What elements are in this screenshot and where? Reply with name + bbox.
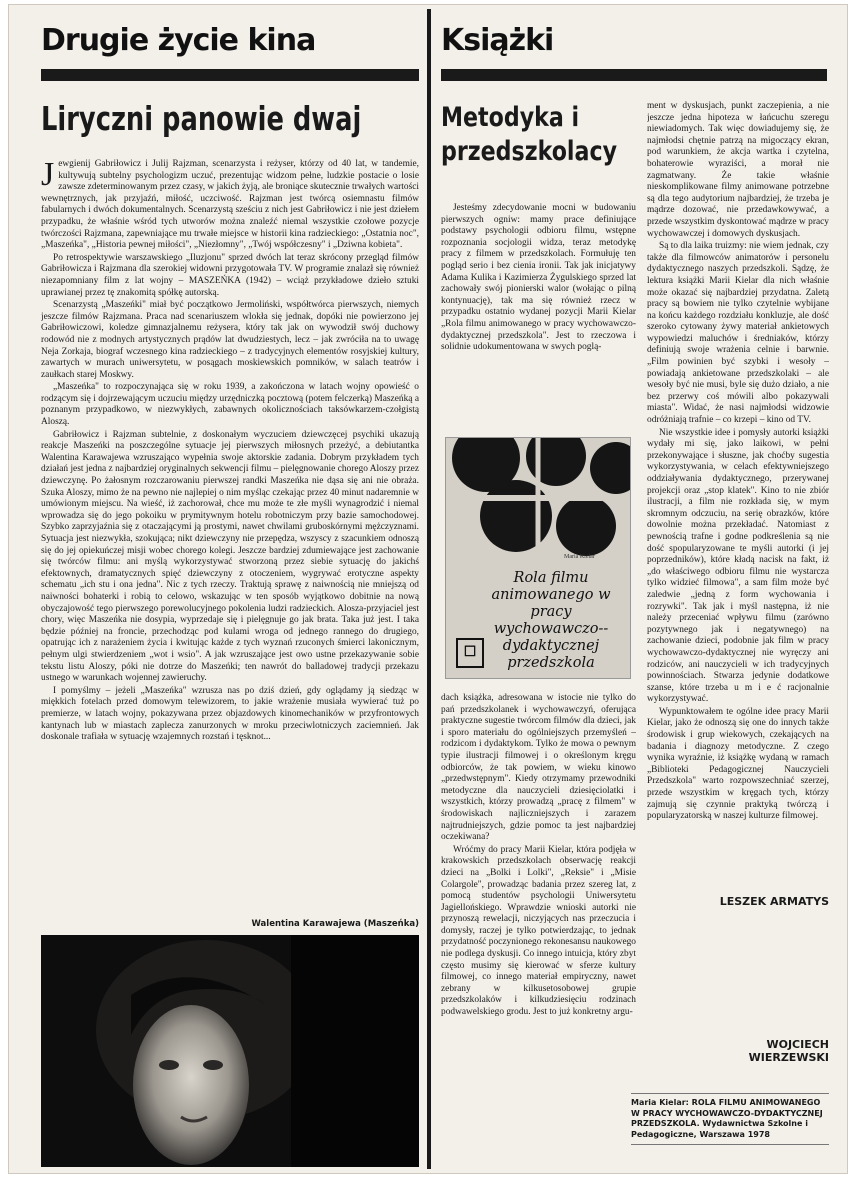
author-byline-right xyxy=(647,1038,829,1064)
paragraph: Jesteśmy zdecydowanie mocni w budowaniu pierwszych ogniw: mamy prace definiujące podstawy psychologii odbioru filmu, wstępne rozpoznania socjologii widza, teraz metodykę pracy z filmem w przedszkolach. Formułuję ten pogląd serio i bez cienia ironii. Tak jak inicjatywy Adama Kulika i Kazimierza Żygulskiego sprzed lat zachowały swój pionierski walor (wołając o pilną kontynuację), tak ma się również rzecz w przypadku ostatnio wydanej pozycji Marii Kielar „Rola filmu animowanego w pracy wychowawczo-dydaktycznej przedszkola". Jest to rzeczowa i solidnie udokumentowana w swych poglą- xyxy=(441,203,636,353)
article-body-right-col2 xyxy=(647,101,829,953)
paragraph: ment w dyskusjach, punkt zaczepienia, a nie jeszcze jedna hipoteza w łańcuchu szeregu niewiadomych. Tak więc dowiadujemy się, że najmłodsi chętnie patrzą na migoczący ekran, pod warunkiem, że akcja wartka i czytelna, bohaterowie wyraziści, a morał nie zagmatwany. Że takie właśnie nieskomplikowane filmy animowane potrzebne są dla tego audytorium najbardziej, że trzeba je mądrze dozować, nie przedawkowywać, a przede wszystkim dyskontować mądrze w pracy wychowawczej i domowych dyskusjach. xyxy=(647,101,829,239)
paragraph: dach książka, adresowana w istocie nie tylko do pań przedszkolanek i wychowawczyń, oferująca praktyczne sugestie twórcom filmów dla dzieci, jak i sporo materiału do ogólniejszych przemyśleń – rodzicom i dydaktykom. Tylko że mowa o pewnym typie ilustracji filmowej i o określonym kręgu odbiorców, że tak powiem, w wieku kinowo „przedwstępnym". Kiedy otrzymamy przewodniki metodyczne dla nauczycieli dziesięciolatki i wszystkich, którzy prowadzą „pracę z filmem" w środowiskach najliczniejszych i zarazem najtrudniejszych, gdzie pomoc ta jest najbardziej oczekiwana? xyxy=(441,693,636,843)
photo-caption: Walentina Karawajewa (Maszeńka) xyxy=(251,919,419,929)
author-last-name: WIERZEWSKI xyxy=(748,1051,829,1064)
actress-photo xyxy=(41,935,419,1167)
paragraph: Gabriłowicz i Rajzman subtelnie, z doskonałym wyczuciem dziewczęcej psychiki ukazują reakcje Maszeńki na poszczególne sytuacje jej pierwszych miłosnych przeżyć, a debiutantka Walentina Karawajewa wzruszająco wypełnia swoje aktorskie zadania. Dobrym przykładem tych działań jest jedna z najbardziej oryginalnych sekwencji filmu – pielęgnowanie chorego Aloszy przez dziewczynę. Po żałosnym rozczarowaniu pierwszej randki Maszeńka nie dąsa się ani nie obraża. Szuka Aloszy, mimo że na pewno nie najlepiej o nim myśląc czekając przez 40 minut nadaremnie w umówionym miejscu. Na wieść, iż zachorował, chce mu może te złe myśli wynagrodzić i niemal wprowadza się do jego pokoiku w prymitywnym hotelu robotniczym przy bazie samochodowej. Szybko zaprzyjaźnia się z otaczającymi ją prostymi, nawet chwilami gruboskórnymi mężczyznami. Sytuacja jest niezwykła, szokująca; nikt dziewczyny nie przepędza, wszyscy z szacunkiem odnoszą się do jej opiekuńczej misji wobec chorego kolegi. Jeszcze bardziej zdumiewające jest zachowanie się twórców filmu: ani myślą wykorzystywać stworzoną przez siebie sytuację do jakichś efektownych, dramatycznych spięć dziewczyny z otoczeniem, wygrywać erotyczne aspekty schematu „ich stu i ona jedna". Nic z tych rzeczy. Traktują sprawę z naiwnością nie mniejszą od naiwności bohaterki i robią to celowo, wskazując w ten sposób wyjątkowo dobitnie na nową obyczajowość tego pierwszego porewolucyjnego pokolenia ludzi radzieckich. Alosza-przyjaciel jest chory, więc Maszeńka nie dosypia, wyprzedaje się i pielęgnuje go jak brata. Taka już jest. I taka będzie później na froncie, przechodząc pod kulami wroga od jednego rannego do drugiego, opatrując ich z narażeniem życia i kwitując każde z tych wyznań rzuconych śmierci lakonicznym, pełnym ulgi stwierdzeniem „wot i wsio". A jak wzruszające jest owo ustne przekazywanie sobie tekstu listu Aloszy, póki nie dotrze do Maszeńki; ten nawrót do balladowej tradycji przekazu ustnego w warunkach wojennej zawieruchy. xyxy=(41,429,419,684)
paragraph: Scenarzystą „Maszeńki" miał być początkowo Jermoliński, współtwórca pierwszych, niemych jeszcze filmów Rajzmana. Praca nad scenariuszem wlokła się jednak, dopóki nie powierzono jej Gabriłowiczowi, koledze gimnazjalnemu reżysera, który tak jak on wywodził swój duchowy rodowód nie z modnych artystycznych prądów lat dwudziestych, lecz – jak zwróciła na to uwagę Neja Zorkaja, biograf wczesnego kina radzieckiego – z tradycyjnych elementów rosyjskiej kultury, zawartych w murach uniwersytetu, w posągach moskiewskich pomników, w salach teatrów i zaułkach starej Moskwy. xyxy=(41,300,419,380)
paragraph: Nie wszystkie idee i pomysły autorki książki wydały mi się, jako laikowi, w pełni przekonywające i słuszne, jak choćby sugestia wykorzystywania, w celach efektywniejszego oddziaływania dydaktycznego, przerywanej projekcji oraz „stop klatek". Kino to nie zbiór ilustracji, a film nie rozkłada się, w mym skromnym odczuciu, na serię obrazków, które dowolnie można przekładać. Natomiast z pewnością trafne i godne podkreślenia są nie dość spopularyzowane te myśli autorki (i jej poprzedników), które kładą nacisk na fakt, iż „do właściwego odbioru filmu nie wystarcza tylko widzieć filmowa", a sam film może być zaledwie „jedną z form wychowania i rozrywki". Tak jak i myśl następna, iż nie należy przeceniać wpływu filmu (zarówno pozytywnego jak i negatywnego) na zachowanie dzieci, podobnie jak film w pracy wychowawczo-dydaktycznej nie wyręczy ani rodziców, ani nauczycieli w ich tradycyjnych powinnościach. Stwarza jedynie dodatkowe szanse, które trzeba u m i e ć racjonalnie wykorzystywać. xyxy=(647,427,829,705)
article-body-left xyxy=(41,159,419,893)
portrait-image xyxy=(41,935,419,1167)
section-bar-right xyxy=(441,69,827,81)
section-bar-left xyxy=(41,69,419,81)
author-first-name: WOJCIECH xyxy=(766,1038,829,1051)
paragraph: „Maszeńka" to rozpoczynająca się w roku 1939, a zakończona w latach wojny opowieść o rodzącym się i dojrzewającym uczuciu między urzędniczką pocztową (potem felczerką) Maszeńką a poznanym przypadkowo, w niezwykłych, zabawnych okolicznościach taksówkarzem-czołgistą Aloszą. xyxy=(41,382,419,428)
paragraph: Są to dla laika truizmy: nie wiem jednak, czy także dla filmowców animatorów i personelu dydaktycznego naszych przedszkoli. Sądzę, że lektura książki Marii Kielar dla nich właśnie może okazać się najbardziej przydatna. Zaletą pracy są bowiem nie tylko czytelnie wybijane na końcu każdego rozdziału konkluzje, ale dość szeroko cytowany żywy materiał ankietowych wypowiedzi maluchów i średniaków, którzy definiują swoje wrażenia celnie i barwnie. „Film powinien być szybki i wesoły – powiadają ankietowane przedszkolaki – ale wesoły być nie musi, byle się dużo działo, a nie bez przerwy coś mówili albo pokazywali miasta". Widać, że nasi najmłodsi widzowie odróżniają trafnie – co krzepi – kino od TV. xyxy=(647,241,829,426)
section-heading-right: Książki xyxy=(441,23,554,58)
publisher-logo-icon: ☐ xyxy=(456,638,484,668)
book-cover xyxy=(445,437,631,679)
bibliographic-note: Maria Kielar: ROLA FILMU ANIMOWANEGO W PRACY WYCHOWAWCZO-DYDAKTYCZNEJ PRZEDSZKOLA. Wydawnictwa Szkolne i Pedagogiczne, Warszawa 1978 xyxy=(631,1093,829,1145)
paragraph: Wypunktowałem te ogólne idee pracy Marii Kielar, jako że odnoszą się one do innych także środowisk i grup wiekowych, czekających na badania i diagnozy metodyczne. Z czego wynika wyraźnie, iż książkę wydaną w ramach „Biblioteki Pedagogicznej Nauczycieli Przedszkola" warto rozpowszechniać szerzej, przede wszystkim w kręgach tych, którzy zajmują się czynnie praktyką twórczą i popularyzatorską w naszej kulturze filmowej. xyxy=(647,706,829,822)
author-byline-left: LESZEK ARMATYS xyxy=(719,895,829,908)
book-cover-title: Rola filmu animowanego w pracy wychowawczo--dydaktycznej przedszkola xyxy=(491,570,611,671)
article-body-right-col1-bottom xyxy=(441,693,636,1168)
cover-graphic xyxy=(446,438,630,558)
magazine-page xyxy=(8,4,848,1174)
article-title-left: Liryczni panowie dwaj xyxy=(41,99,362,138)
book-cover-author: Maria Kielar xyxy=(564,554,595,560)
drop-cap: J xyxy=(41,159,55,193)
column-divider xyxy=(427,9,431,1169)
paragraph: Po retrospektywie warszawskiego „Iluzjonu" sprzed dwóch lat teraz skrócony przegląd filmów Gabriłowicza i Rajzmana dla szerokiej widowni przygotowała TV. W programie znalazł się również niezapomniany film z lat wojny – MASZEŃKA (1942) – wciąż przykładowe dzieło sztuki uprawianej przez tę znakomitą spółkę autorską. xyxy=(41,252,419,298)
paragraph: Wróćmy do pracy Marii Kielar, która podjęła w krakowskich przedszkolach obserwację reakcji dzieci na „Bolki i Lolki", „Reksie" i „Misie Colargole", prowadząc badania przez szereg lat, z pomocą studentów psychologii Uniwersytetu Jagiellońskiego. Wprawdzie wnioski autorki nie przynoszą rewelacji, niczyjących nas przeczucia i domysły, raczej je tylko potwierdzając, to jednak przydatność poczynionego rekonesansu naukowego nie podlega dyskusji. Co innego intuicja, który zbyt często musimy się kierować w sferze kultury filmowej, co innego materiał empiryczny, nawet zebrany w kilkusetosobowej grupie przedszkolaków i kilkudziesięciu rodzinach podwawelskiego grodu. Jest to już konkretny argu- xyxy=(441,844,636,1018)
section-heading-left: Drugie życie kina xyxy=(41,23,316,58)
article-title-right: Metodyka i przedszkolacy xyxy=(441,102,618,167)
paragraph: Jewgienij Gabriłowicz i Julij Rajzman, scenarzysta i reżyser, którzy od 40 lat, w tandemie, kultywują subtelny psychologizm uczuć, prezentując widzom pełne, ludzkie postacie o losie zawsze zdeterminowanym przez czasy, w jakich żyją, ale broniące skutecznie trwałych wartości wewnętrznych, jak przyjaźń, miłość, uczciwość. Rajzman jest twórcą osiemnastu filmów fabularnych i dwóch dokumentalnych. Scenarzystą sześciu z nich jest Gabriłowicz i nie jest dziełem przypadku, że właśnie wśród tych utworów można znaleźć niemal wszystkie czołowe pozycje twórczości Rajzmana, zapewniające mu trwałe miejsce w historii kina radzieckiego: „Ostatnia noc", „Maszeńka", „Historia pewnej miłości", „Niezłomny", „Twój współczesny" i „Dziwna kobieta". xyxy=(41,159,419,251)
paragraph: I pomyślmy – jeżeli „Maszeńka" wzrusza nas po dziś dzień, gdy oglądamy ją siedząc w miękkich fotelach przed domowym telewizorem, to jakie wrażenie musiała wywierać tuż po premierze, w latach wojny, pokazywana przez objazdowych kinomechaników w przyfrontowych kantynach lub w miastach zaplecza zanurzonych w mroku przeciwlotniczych zaciemnień. Jak doskonale trafiała w sytuację wzajemnych rozstań i tęsknot... xyxy=(41,685,419,743)
